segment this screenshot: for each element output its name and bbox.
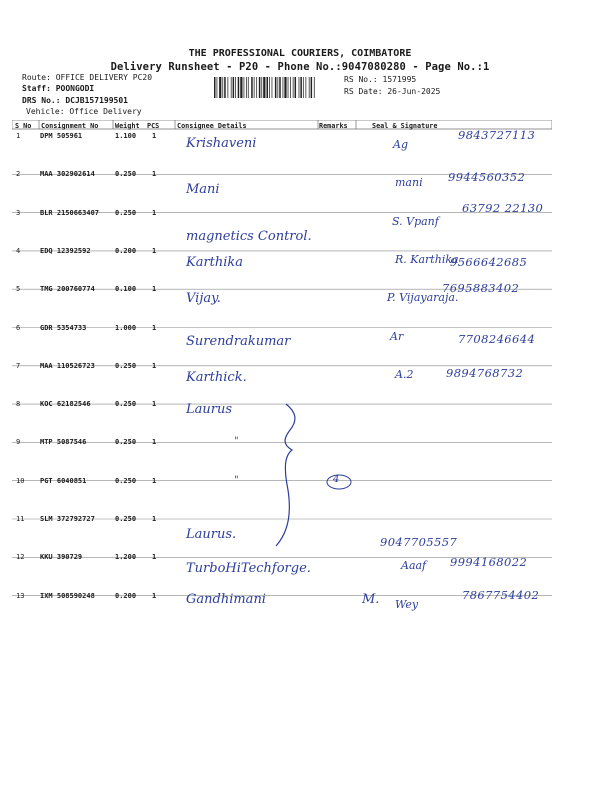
route-label: Route: OFFICE DELIVERY PC20 — [22, 73, 153, 82]
row-sno: 1 — [16, 132, 21, 140]
row-consignee: Vijay. — [186, 291, 221, 307]
row-signature: Ag — [393, 138, 408, 151]
row-pcs: 1 — [152, 438, 157, 447]
row-consignment: BLR 2150663407 — [40, 208, 100, 217]
row-consignment: MAA 110526723 — [40, 361, 95, 370]
row-consignee: magnetics Control. — [186, 228, 312, 244]
col-consignment: Consignment No — [41, 122, 99, 130]
row-signature: P. Vijayaraja. — [387, 291, 459, 305]
row-phone: 9047705557 — [380, 535, 458, 549]
row-consignee: " — [234, 474, 239, 486]
row-sno: 11 — [16, 515, 25, 523]
circled-count: 4 — [333, 474, 340, 485]
row-sno: 13 — [16, 591, 25, 600]
row-pcs: 1 — [152, 476, 157, 485]
row-weight: 0.100 — [115, 285, 137, 294]
row-pcs: 1 — [152, 553, 157, 562]
row-phone: 9566642685 — [450, 254, 528, 269]
row-consignee: Karthick. — [186, 369, 247, 385]
row-pcs: 1 — [152, 591, 157, 600]
col-signature: Seal & Signature — [372, 122, 438, 130]
row-sno: 2 — [16, 170, 21, 179]
row-weight: 0.250 — [115, 361, 137, 370]
row-pcs: 1 — [152, 285, 157, 294]
row-consignee: Laurus — [186, 402, 233, 418]
row-signature: R. Karthika — [395, 252, 459, 266]
row-sno: 6 — [16, 323, 21, 332]
row-consignment: PGT 6040851 — [40, 476, 87, 485]
row-weight: 1.200 — [115, 553, 137, 562]
row-consignment: DPM 505961 — [40, 132, 83, 140]
row-sno: 9 — [16, 438, 21, 447]
rs-date: RS Date: 26-Jun-2025 — [344, 87, 441, 96]
bracket-mark — [276, 404, 295, 546]
rs-number: RS No.: 1571995 — [344, 75, 417, 84]
row-consignment: GDR 5354733 — [40, 323, 87, 332]
staff-label: Staff: POONGODI — [22, 84, 95, 93]
row-phone: 7695883402 — [442, 281, 520, 296]
row-phone: 7867754402 — [462, 587, 540, 602]
row-pcs: 1 — [152, 208, 157, 217]
row-consignee: Krishaveni — [186, 136, 257, 151]
row-consignee: Laurus. — [186, 527, 237, 542]
row-signature: A.2 — [395, 367, 414, 381]
row-consignment: EDQ 12392592 — [40, 246, 91, 255]
row-pcs: 1 — [152, 246, 157, 255]
row-pcs: 1 — [152, 170, 157, 179]
row-sno: 7 — [16, 361, 21, 370]
row-consignee: Mani — [186, 182, 220, 198]
row-consignment: SLM 372792727 — [40, 515, 95, 523]
row-phone: 7708246644 — [458, 331, 536, 346]
row-consignment: IXM 508590248 — [40, 591, 95, 600]
row-consignee: Gandhimani — [186, 591, 266, 607]
row-weight: 1.000 — [115, 323, 137, 332]
row-pcs: 1 — [152, 515, 157, 523]
row-signature: mani — [395, 176, 423, 190]
row-weight: 0.250 — [115, 170, 137, 179]
row-weight: 0.250 — [115, 476, 137, 485]
col-consignee: Consignee Details — [177, 122, 247, 130]
row-signature: Wey — [395, 597, 419, 611]
row-phone: 9994168022 — [450, 555, 528, 570]
row-pcs: 1 — [152, 323, 157, 332]
row-phone: 9944560352 — [448, 170, 526, 185]
row-sno: 12 — [16, 553, 25, 562]
row-consignee: Karthika — [186, 254, 244, 270]
row-weight: 0.250 — [115, 208, 137, 217]
row-phone: 9843727113 — [458, 128, 536, 142]
row-weight: 1.100 — [115, 132, 137, 140]
row-phone: 63792 22130 — [462, 200, 544, 215]
row-signature: Aaaf — [401, 559, 427, 573]
row-pcs: 1 — [152, 361, 157, 370]
row-sno: 8 — [16, 400, 21, 409]
row-weight: 0.250 — [115, 438, 137, 447]
row-consignment: KKU 390729 — [40, 553, 83, 562]
col-weight: Weight — [115, 122, 140, 130]
row-sno: 4 — [16, 246, 21, 255]
row-weight: 0.250 — [115, 400, 137, 409]
row-weight: 0.200 — [115, 591, 137, 600]
company-title: THE PROFESSIONAL COURIERS, COIMBATORE — [188, 48, 412, 59]
row-consignment: MAA 302902614 — [40, 170, 95, 179]
row-weight: 0.250 — [115, 515, 137, 523]
row-weight: 0.200 — [115, 246, 137, 255]
row-signature: S. Vpanf — [392, 214, 439, 228]
row-signature: Ar — [390, 329, 404, 343]
row-phone: 9894768732 — [446, 365, 524, 380]
col-remarks: Remarks — [319, 122, 348, 130]
row-consignment: KOC 62182546 — [40, 400, 91, 409]
row-pcs: 1 — [152, 132, 157, 140]
drs-number: DRS No.: DCJB157199501 — [22, 96, 128, 105]
col-pcs: PCS — [147, 122, 160, 130]
row-remarks: M. — [362, 591, 380, 607]
row-consignee: " — [234, 436, 239, 448]
row-pcs: 1 — [152, 400, 157, 409]
col-sno: S No — [15, 122, 32, 130]
runsheet-subtitle: Delivery Runsheet - P20 - Phone No.:9047080280 - Page No.:1 — [110, 61, 490, 73]
row-sno: 5 — [16, 285, 21, 294]
row-sno: 3 — [16, 208, 21, 217]
vehicle-label: Vehicle: Office Delivery — [26, 107, 142, 116]
row-consignment: MTP 5087546 — [40, 438, 87, 447]
row-consignee: TurboHiTechforge. — [186, 561, 311, 577]
row-consignment: TMG 200760774 — [40, 285, 95, 294]
row-consignee: Surendrakumar — [186, 333, 291, 349]
row-sno: 10 — [16, 476, 25, 485]
